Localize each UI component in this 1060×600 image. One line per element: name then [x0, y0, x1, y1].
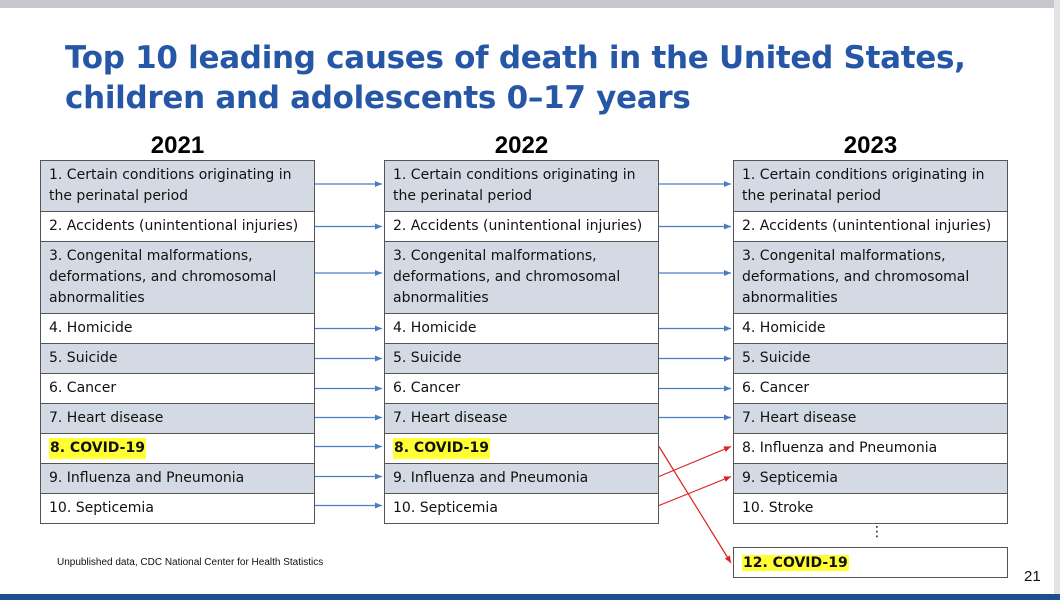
year-label-2022: 2022 — [494, 132, 549, 159]
cause-label: 5. Suicide — [393, 350, 462, 366]
cause-label: 1. Certain conditions originating in the perinatal period — [393, 167, 636, 204]
cause-label: 9. Septicemia — [742, 470, 838, 486]
cause-label: 8. COVID-19 — [49, 438, 146, 459]
cause-label: 7. Heart disease — [742, 410, 857, 426]
cause-label: 7. Heart disease — [393, 410, 508, 426]
bottom-bar — [0, 594, 1060, 600]
cause-label: 2. Accidents (unintentional injuries) — [49, 218, 299, 234]
red-arrow-17 — [659, 447, 731, 564]
cause-label: 3. Congenital malformations, deformations, and chromosomal abnormalities — [742, 248, 970, 306]
cause-label: 4. Homicide — [742, 320, 826, 336]
cause-label: 3. Congenital malformations, deformations, and chromosomal abnormalities — [49, 248, 277, 306]
cause-label: 1. Certain conditions originating in the perinatal period — [49, 167, 292, 204]
cause-label: 2. Accidents (unintentional injuries) — [393, 218, 643, 234]
red-arrow-19 — [659, 477, 731, 506]
cause-label: 4. Homicide — [49, 320, 133, 336]
cause-label: 6. Cancer — [49, 380, 117, 396]
cause-label: 10. Septicemia — [393, 500, 498, 516]
cause-label: 10. Septicemia — [49, 500, 154, 516]
cause-label: 8. COVID-19 — [393, 438, 490, 459]
slide-number: 21 — [1024, 568, 1041, 585]
rank-12-label: 12. COVID-19 — [743, 554, 848, 571]
cause-label: 5. Suicide — [49, 350, 118, 366]
cause-label: 6. Cancer — [393, 380, 461, 396]
cause-label: 9. Influenza and Pneumonia — [393, 470, 589, 486]
year-label-2021: 2021 — [150, 132, 205, 159]
cause-label: 9. Influenza and Pneumonia — [49, 470, 245, 486]
cause-label: 2. Accidents (unintentional injuries) — [742, 218, 992, 234]
cause-label: 4. Homicide — [393, 320, 477, 336]
cause-label: 10. Stroke — [742, 500, 814, 516]
cause-label: 5. Suicide — [742, 350, 811, 366]
cause-label: 1. Certain conditions originating in the perinatal period — [742, 167, 985, 204]
cause-label: 7. Heart disease — [49, 410, 164, 426]
cause-label: 8. Influenza and Pneumonia — [742, 440, 938, 456]
cause-label: 6. Cancer — [742, 380, 810, 396]
year-label-2023: 2023 — [843, 132, 898, 159]
red-arrow-18 — [659, 447, 731, 477]
title-line-2: children and adolescents 0–17 years — [65, 80, 691, 116]
ellipsis-marker: ⋮ — [870, 524, 884, 540]
title-line-1: Top 10 leading causes of death in the United States, — [65, 40, 966, 76]
source-footnote: Unpublished data, CDC National Center for Health Statistics — [57, 557, 324, 568]
cause-label: 3. Congenital malformations, deformations, and chromosomal abnormalities — [393, 248, 621, 306]
